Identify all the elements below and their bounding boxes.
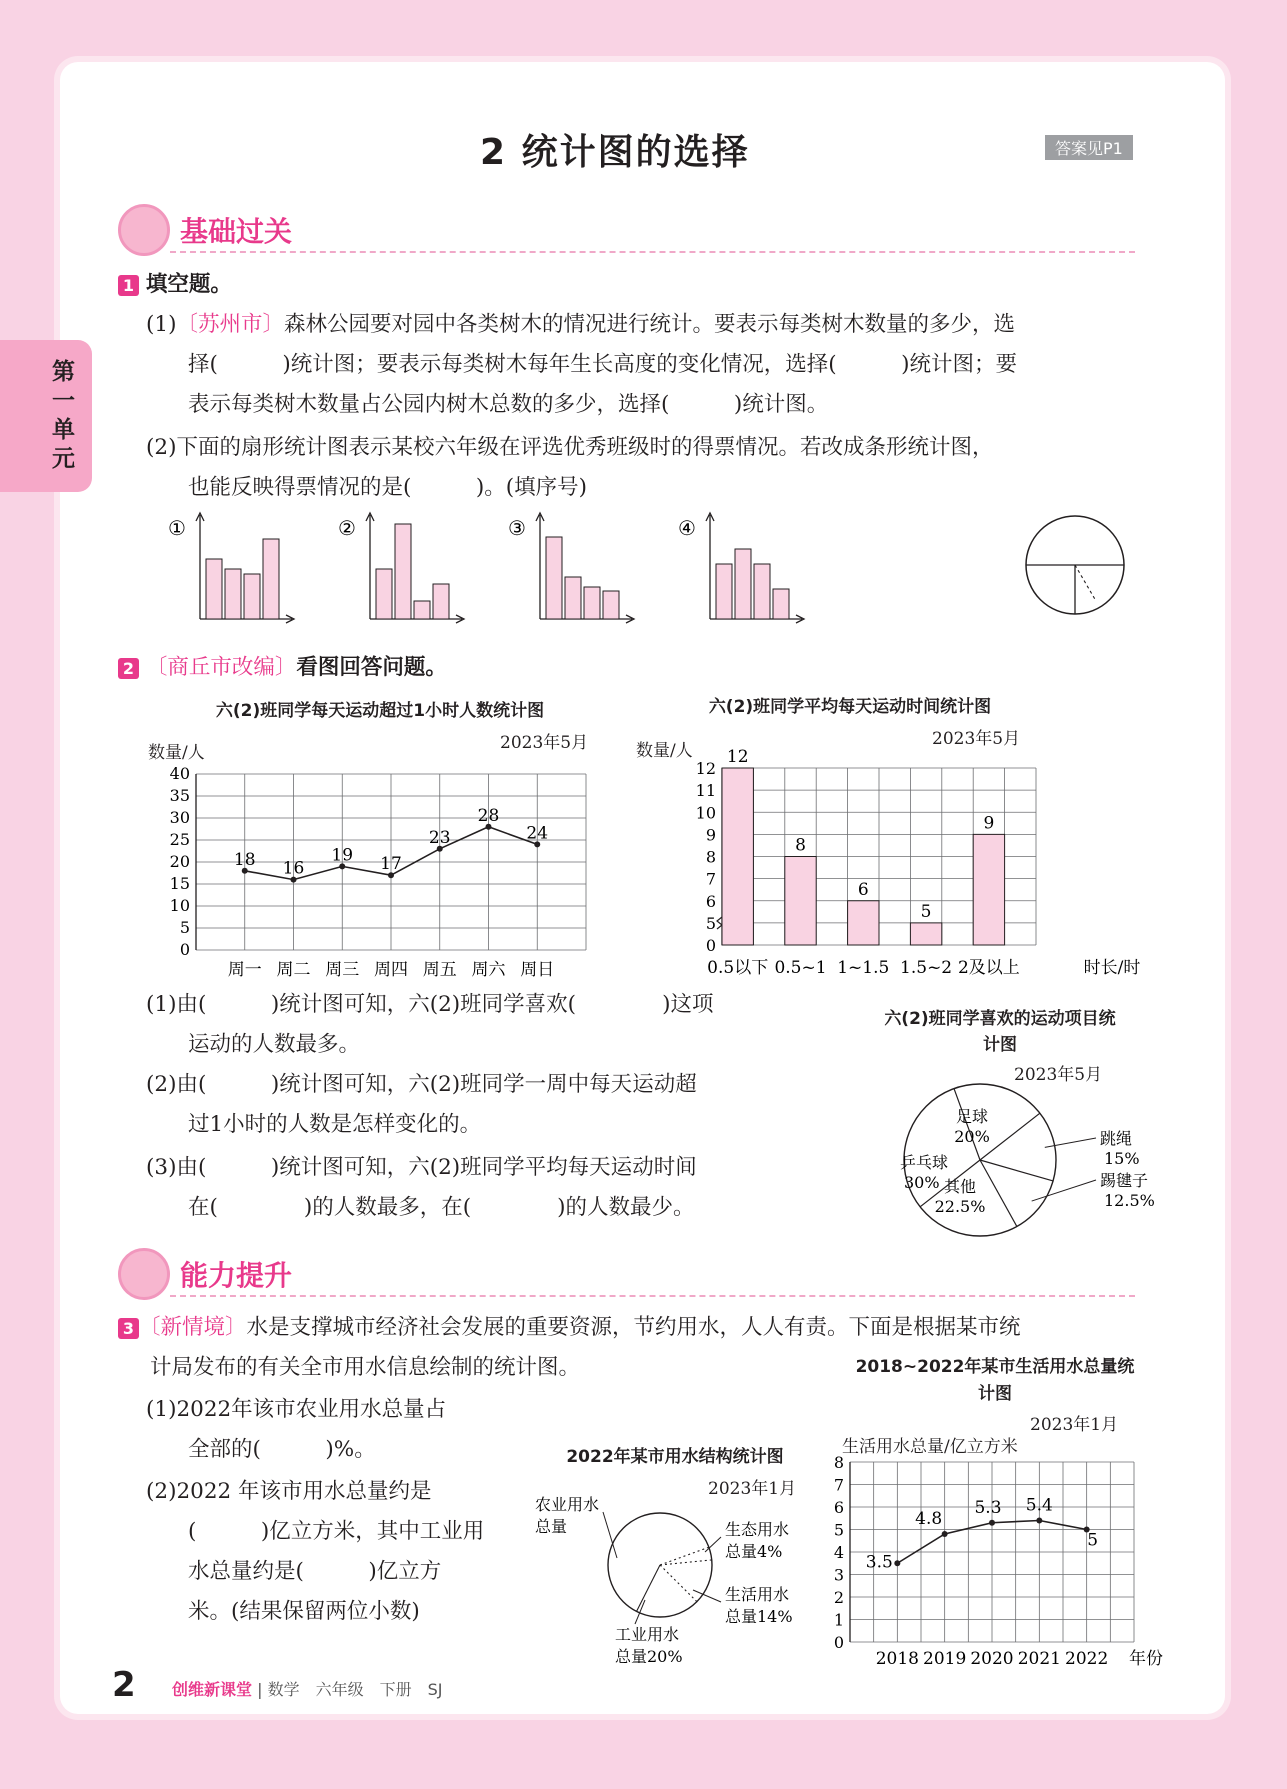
chart2-ytick: 6 bbox=[705, 891, 716, 911]
q3-number: 3 bbox=[118, 1318, 139, 1339]
chart3-pie-chart bbox=[885, 1080, 1155, 1240]
chart1-ytick: 10 bbox=[169, 896, 190, 915]
chart4-slice-value: 总量14% bbox=[725, 1607, 793, 1626]
chart2-ytick: 9 bbox=[705, 825, 716, 845]
section-divider bbox=[170, 251, 1135, 253]
chart5-ytick: 6 bbox=[833, 1498, 844, 1517]
chart2-xlabel: 时长/时 bbox=[1083, 958, 1141, 978]
chart3-slice-value: 12.5% bbox=[1104, 1191, 1155, 1210]
chart1-data-label: 28 bbox=[477, 805, 500, 826]
chart1-ytick: 25 bbox=[169, 830, 190, 849]
q2-sub3-line2: 在( )的人数最多，在( )的人数最少。 bbox=[188, 1195, 695, 1220]
chart1-data-label: 23 bbox=[428, 827, 451, 848]
q1-p1-tag: 〔苏州市〕 bbox=[176, 312, 284, 337]
option-bar bbox=[225, 569, 241, 619]
q1-heading-row bbox=[118, 265, 232, 305]
chart2-xtick: 1.5~2 bbox=[900, 958, 953, 978]
chart5-title: 2018~2022年某市生活用水总量统计图 bbox=[855, 1357, 1135, 1404]
chart2-bar bbox=[910, 923, 941, 945]
chart2-xtick: 0.5~1 bbox=[774, 958, 827, 978]
chart1-ytick: 40 bbox=[169, 764, 190, 783]
chart5-ytick: 7 bbox=[833, 1475, 844, 1495]
chart4-date: 2023年1月 bbox=[708, 1479, 797, 1499]
chart3-slice-label: 足球 bbox=[955, 1107, 989, 1126]
footer-subject: | 数学 六年级 下册 SJ bbox=[257, 1680, 443, 1699]
mascot-icon bbox=[118, 204, 170, 256]
q2-heading: 看图回答问题。 bbox=[296, 655, 447, 680]
q1-option-charts bbox=[168, 505, 1160, 635]
chart3-leader-line bbox=[1032, 1180, 1096, 1201]
chart1-xtick: 周一 bbox=[227, 960, 262, 980]
chart3-slice-value: 15% bbox=[1104, 1149, 1140, 1168]
q3-text1: 水是支撑城市经济社会发展的重要资源，节约用水，人人有责。下面是根据某市统 bbox=[246, 1315, 1021, 1340]
q3-sub2-line1: (2)2022 年该市用水总量约是 bbox=[146, 1479, 432, 1504]
q1-heading: 填空题。 bbox=[145, 272, 232, 297]
unit-side-tab-label: 第一单元 bbox=[52, 359, 75, 472]
chart5-point bbox=[989, 1520, 995, 1526]
chart2-ytick: 0 bbox=[705, 936, 716, 955]
q3-sub2-line4: 米。(结果保留两位小数) bbox=[188, 1599, 420, 1624]
chart2-data-label: 6 bbox=[857, 879, 869, 900]
chart5-xtick: 2021 bbox=[1017, 1649, 1061, 1669]
page-number: 2 bbox=[112, 1665, 136, 1705]
chart3-slice-label: 跳绳 bbox=[1100, 1129, 1133, 1148]
chart5-xtick: 2018 bbox=[875, 1649, 919, 1669]
option-bar bbox=[433, 584, 449, 619]
chart4-pie-chart bbox=[525, 1490, 825, 1670]
q3-line1 bbox=[118, 1308, 1021, 1348]
chart3-slice-value: 22.5% bbox=[934, 1197, 986, 1216]
unit-side-tab bbox=[0, 340, 92, 492]
chart3-slice-value: 20% bbox=[954, 1127, 990, 1146]
chart1-date: 2023年5月 bbox=[500, 733, 589, 753]
chart2-ytick: 10 bbox=[695, 803, 716, 823]
option-label: ③ bbox=[508, 516, 526, 540]
option-bar bbox=[603, 591, 619, 619]
q3-sub1-line2: 全部的( )%。 bbox=[188, 1437, 376, 1462]
q3-sub2-line2: ( )亿立方米，其中工业用 bbox=[188, 1519, 485, 1544]
chart4-slice-value: 总量4% bbox=[725, 1542, 783, 1561]
section-divider bbox=[170, 1295, 1135, 1297]
chart5-data-label: 3.5 bbox=[865, 1552, 893, 1573]
chart5-point bbox=[894, 1560, 900, 1566]
chart1-xtick: 周二 bbox=[276, 960, 311, 980]
chart5-data-label: 5 bbox=[1087, 1530, 1099, 1551]
chart1-xtick: 周四 bbox=[374, 960, 408, 980]
option-label: ① bbox=[168, 516, 186, 540]
option-bar bbox=[206, 559, 222, 619]
chart2-ytick: 12 bbox=[695, 759, 716, 778]
q1-pie-thumbnail bbox=[1026, 516, 1124, 614]
option-bar bbox=[735, 549, 751, 619]
chart2-ylabel: 数量/人 bbox=[636, 741, 693, 761]
chart5-xlabel: 年份 bbox=[1129, 1649, 1163, 1669]
chart5-point bbox=[1036, 1518, 1042, 1524]
chart5-ylabel: 生活用水总量/亿立方米 bbox=[842, 1437, 1018, 1457]
chart2-xtick: 2及以上 bbox=[957, 958, 1020, 978]
chart5-point bbox=[942, 1531, 948, 1537]
chart5-xtick: 2020 bbox=[970, 1649, 1014, 1669]
q2-sub2-line2: 过1小时的人数是怎样变化的。 bbox=[188, 1112, 482, 1137]
chart4-slice-edge bbox=[637, 1565, 660, 1611]
chart4-slice-label: 生态用水 bbox=[725, 1520, 790, 1539]
chart5-line-chart bbox=[820, 1452, 1163, 1672]
option-bar bbox=[244, 574, 260, 619]
chart1-ytick: 35 bbox=[169, 786, 190, 805]
chart2-ytick: 8 bbox=[705, 847, 716, 867]
chart3-slice-label: 踢毽子 bbox=[1100, 1171, 1149, 1190]
chart2-ytick: 7 bbox=[705, 869, 716, 889]
chart2-bar bbox=[848, 901, 879, 945]
q3-tag: 〔新情境〕 bbox=[139, 1315, 247, 1340]
option-bar bbox=[546, 537, 562, 619]
chart5-data-label: 4.8 bbox=[915, 1509, 943, 1529]
q1-number: 1 bbox=[118, 275, 139, 296]
chart3-title: 六(2)班同学喜欢的运动项目统计图 bbox=[884, 1009, 1116, 1055]
chart2-data-label: 5 bbox=[920, 901, 932, 922]
option-bar bbox=[414, 601, 430, 619]
chart5-ytick: 3 bbox=[833, 1565, 844, 1585]
chart5-ytick: 4 bbox=[833, 1543, 844, 1562]
chart5-ytick: 1 bbox=[833, 1610, 844, 1630]
option-label: ④ bbox=[678, 516, 696, 540]
chart3-slice-label: 其他 bbox=[943, 1177, 977, 1196]
chart1-data-label: 18 bbox=[233, 849, 256, 870]
chart1-ytick: 30 bbox=[169, 808, 190, 827]
chart5-data-label: 5.4 bbox=[1025, 1495, 1053, 1516]
chart2-data-label: 12 bbox=[726, 747, 749, 767]
chart1-xtick: 周日 bbox=[520, 960, 555, 980]
chart1-data-label: 24 bbox=[526, 823, 549, 844]
page-title: 2 统计图的选择 bbox=[480, 132, 750, 173]
q1-p1-line1 bbox=[146, 305, 1015, 345]
option-label: ② bbox=[338, 516, 356, 540]
chart4-slice-value: 总量20% bbox=[615, 1647, 683, 1666]
chart4-title: 2022年某市用水结构统计图 bbox=[566, 1447, 784, 1467]
option-bar bbox=[716, 564, 732, 619]
q1-p2-line2: 也能反映得票情况的是( )。(填序号) bbox=[188, 475, 588, 500]
chart5-ytick: 5 bbox=[833, 1520, 844, 1540]
option-bar bbox=[584, 587, 600, 619]
q2-number: 2 bbox=[118, 658, 139, 679]
chart4-leader-line bbox=[693, 1590, 721, 1602]
chart1-xtick: 周五 bbox=[422, 960, 457, 980]
chart3-date: 2023年5月 bbox=[1014, 1065, 1103, 1085]
option-bar bbox=[754, 564, 770, 619]
chart5-ytick: 2 bbox=[833, 1588, 844, 1607]
q3-sub1-line1: (1)2022年该市农业用水总量占 bbox=[146, 1397, 447, 1422]
answer-reference-badge: 答案见P1 bbox=[1045, 135, 1133, 160]
option-bar bbox=[376, 569, 392, 619]
chart4-slice-edge bbox=[660, 1547, 709, 1565]
chart1-xtick: 周三 bbox=[325, 960, 360, 980]
q2-tag: 〔商丘市改编〕 bbox=[145, 655, 297, 680]
chart1-data-label: 19 bbox=[331, 845, 354, 866]
q3-line2: 计局发布的有关全市用水信息绘制的统计图。 bbox=[150, 1355, 581, 1380]
q2-sub2-line1: (2)由( )统计图可知，六(2)班同学一周中每天运动超 bbox=[146, 1072, 697, 1097]
chart2-ytick: 11 bbox=[695, 781, 716, 801]
chart2-data-label: 9 bbox=[983, 813, 995, 834]
chart1-title: 六(2)班同学每天运动超过1小时人数统计图 bbox=[215, 701, 545, 721]
q1-p1-line3: 表示每类树木数量占公园内树木总数的多少，选择( )统计图。 bbox=[188, 392, 829, 417]
chart1-ylabel: 数量/人 bbox=[148, 743, 205, 763]
chart4-slice-label: 工业用水 bbox=[615, 1625, 680, 1644]
chart5-data-label: 5.3 bbox=[974, 1497, 1002, 1518]
chart4-slice-edge bbox=[660, 1560, 712, 1565]
chart4-slice-label: 生活用水 bbox=[725, 1585, 790, 1604]
chart5-xtick: 2022 bbox=[1065, 1649, 1109, 1669]
chart4-slice-edge bbox=[660, 1565, 697, 1602]
option-bar bbox=[773, 589, 789, 619]
section-basic-heading: 基础过关 bbox=[180, 215, 293, 248]
chart1-xtick: 周六 bbox=[471, 960, 506, 980]
chart2-data-label: 8 bbox=[795, 835, 806, 856]
chart5-xtick: 2019 bbox=[923, 1649, 967, 1669]
footer-info bbox=[172, 1677, 442, 1700]
option-bar bbox=[263, 539, 279, 619]
chart2-title: 六(2)班同学平均每天运动时间统计图 bbox=[708, 697, 992, 717]
chart2-bar bbox=[973, 834, 1004, 945]
section-advanced-heading: 能力提升 bbox=[180, 1259, 293, 1292]
chart2-bar bbox=[785, 857, 816, 946]
mascot-icon bbox=[118, 1248, 170, 1300]
q1-p2-line1: (2)下面的扇形统计图表示某校六年级在评选优秀班级时的得票情况。若改成条形统计图， bbox=[146, 435, 994, 460]
chart1-data-label: 17 bbox=[380, 854, 402, 875]
chart1-ytick: 15 bbox=[169, 874, 190, 893]
chart3-slice-edge bbox=[980, 1160, 1053, 1181]
chart2-xtick: 1~1.5 bbox=[837, 958, 890, 978]
chart2-bar-chart bbox=[640, 747, 1141, 980]
footer-brand: 创维新课堂 bbox=[172, 1680, 253, 1699]
chart5-ytick: 0 bbox=[833, 1633, 844, 1652]
option-bar bbox=[565, 577, 581, 619]
chart2-xtick: 0.5以下 bbox=[707, 958, 769, 978]
chart2-date: 2023年5月 bbox=[932, 729, 1021, 749]
option-bar bbox=[395, 524, 411, 619]
chart2-ytick: 5 bbox=[705, 913, 716, 933]
chart4-slice-label: 农业用水 bbox=[535, 1495, 600, 1514]
q2-sub1-line1: (1)由( )统计图可知，六(2)班同学喜欢( )这项 bbox=[146, 992, 714, 1017]
q2-sub3-line1: (3)由( )统计图可知，六(2)班同学平均每天运动时间 bbox=[146, 1155, 697, 1180]
q2-heading-row bbox=[118, 648, 447, 688]
chart5-date: 2023年1月 bbox=[1030, 1415, 1119, 1435]
chart1-ytick: 5 bbox=[179, 918, 190, 937]
chart2-bar bbox=[722, 768, 753, 945]
chart1-ytick: 20 bbox=[169, 852, 190, 871]
chart3-slice-label: 乒乓球 bbox=[900, 1153, 949, 1172]
q3-sub2-line3: 水总量约是( )亿立方 bbox=[188, 1559, 442, 1584]
chart3-slice-value: 30% bbox=[904, 1173, 940, 1192]
chart3-slice-edge bbox=[980, 1160, 1017, 1226]
chart2-axis-break bbox=[717, 917, 722, 929]
chart4-slice-value: 总量 bbox=[535, 1517, 568, 1536]
q1-p1-prefix: (1) bbox=[146, 312, 177, 337]
chart5-ytick: 8 bbox=[833, 1453, 844, 1472]
chart1-data-label: 16 bbox=[282, 858, 305, 879]
q1-p1-line2: 择( )统计图；要表示每类树木每年生长高度的变化情况，选择( )统计图；要 bbox=[188, 352, 1018, 377]
q2-sub1-line2: 运动的人数最多。 bbox=[188, 1032, 361, 1057]
chart1-line-chart bbox=[140, 760, 610, 985]
q1-p1-text: 森林公园要对园中各类树木的情况进行统计。要表示每类树木数量的多少，选 bbox=[283, 312, 1015, 337]
chart1-ytick: 0 bbox=[179, 940, 190, 959]
